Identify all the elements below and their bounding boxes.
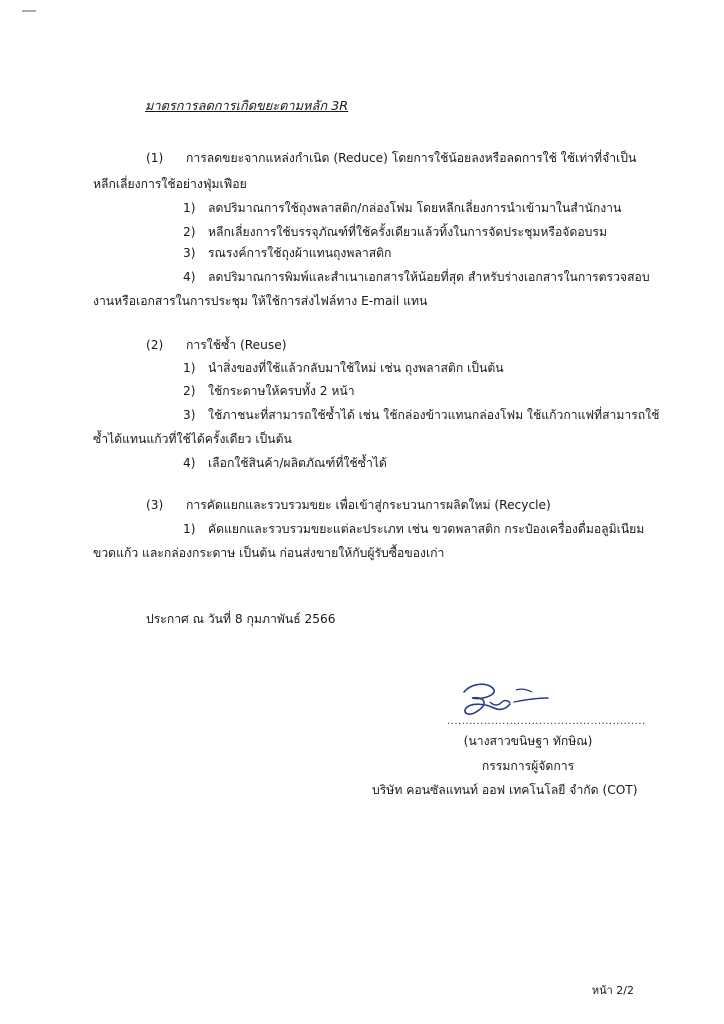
section1-item-4-text: ลดปริมาณการพิมพ์และสำเนาเอกสารให้น้อยที่สุด สำหรับร่างเอกสารในการตรวจสอบ xyxy=(208,270,650,284)
announcement-date: ประกาศ ณ วันที่ 8 กุมภาพันธ์ 2566 xyxy=(146,612,336,626)
company-name: บริษัท คอนซัลแทนท์ ออฟ เทคโนโลยี จำกัด (COT) xyxy=(372,783,638,797)
section1-item-1-num: 1) xyxy=(183,201,196,215)
section2-item-3-num: 3) xyxy=(183,408,196,422)
section1-item-1-text: ลดปริมาณการใช้ถุงพลาสติก/กล่องโฟม โดยหลีกเลี่ยงการนำเข้ามาในสำนักงาน xyxy=(208,201,622,215)
section1-item-2-num: 2) xyxy=(183,225,196,239)
section3-item-1-text: คัดแยกและรวบรวมขยะแต่ละประเภท เช่น ขวดพลาสติก กระป๋องเครื่องดื่มอลูมิเนียม xyxy=(208,522,645,536)
section1-item-2-text: หลีกเลี่ยงการใช้บรรจุภัณฑ์ที่ใช้ครั้งเดียวแล้วทิ้งในการจัดประชุมหรือจัดอบรม xyxy=(208,225,607,239)
section3-item-1-cont: ขวดแก้ว และกล่องกระดาษ เป็นต้น ก่อนส่งขายให้กับผู้รับซื้อของเก่า xyxy=(93,546,445,560)
section3-heading: การคัดแยกและรวบรวมขยะ เพื่อเข้าสู่กระบวนการผลิตใหม่ (Recycle) xyxy=(186,498,551,512)
section2-item-2-text: ใช้กระดาษให้ครบทั้ง 2 หน้า xyxy=(208,384,355,398)
document-title: มาตรการลดการเกิดขยะตามหลัก 3R xyxy=(145,99,349,114)
section2-number: (2) xyxy=(146,338,164,352)
section2-item-3-text: ใช้ภาชนะที่สามารถใช้ซ้ำได้ เช่น ใช้กล่องข้าวแทนกล่องโฟม ใช้แก้วกาแฟที่สามารถใช้ xyxy=(208,408,660,422)
section1-item-4-cont: งานหรือเอกสารในการประชุม ให้ใช้การส่งไฟล์ทาง E-mail แทน xyxy=(93,294,428,308)
signatory-name: (นางสาวขนิษฐา ทักษิณ) xyxy=(463,734,593,748)
section1-number: (1) xyxy=(146,151,164,165)
section2-heading: การใช้ซ้ำ (Reuse) xyxy=(186,338,287,352)
section1-heading: การลดขยะจากแหล่งกำเนิด (Reduce) โดยการใช้น้อยลงหรือลดการใช้ ใช้เท่าที่จำเป็น xyxy=(186,151,637,165)
section1-heading-cont: หลีกเลี่ยงการใช้อย่างฟุ่มเฟือย xyxy=(93,177,247,191)
section1-item-4-num: 4) xyxy=(183,270,196,284)
section3-item-1-num: 1) xyxy=(183,522,196,536)
signature-line: ...................................................... xyxy=(447,716,646,727)
section1-item-3-text: รณรงค์การใช้ถุงผ้าแทนถุงพลาสติก xyxy=(208,246,392,260)
section1-item-3-num: 3) xyxy=(183,246,196,260)
section2-item-3-cont: ซ้ำได้แทนแก้วที่ใช้ได้ครั้งเดียว เป็นต้น xyxy=(93,432,292,446)
page-number: หน้า 2/2 xyxy=(591,984,634,997)
section2-item-4-num: 4) xyxy=(183,456,196,470)
section2-item-4-text: เลือกใช้สินค้า/ผลิตภัณฑ์ที่ใช้ซ้ำได้ xyxy=(208,456,387,470)
section2-item-2-num: 2) xyxy=(183,384,196,398)
section2-item-1-num: 1) xyxy=(183,361,196,375)
section2-item-1-text: นำสิ่งของที่ใช้แล้วกลับมาใช้ใหม่ เช่น ถุงพลาสติก เป็นต้น xyxy=(208,361,504,375)
section3-number: (3) xyxy=(146,498,164,512)
signatory-position: กรรมการผู้จัดการ xyxy=(481,759,575,773)
corner-mark-icon xyxy=(20,6,38,16)
